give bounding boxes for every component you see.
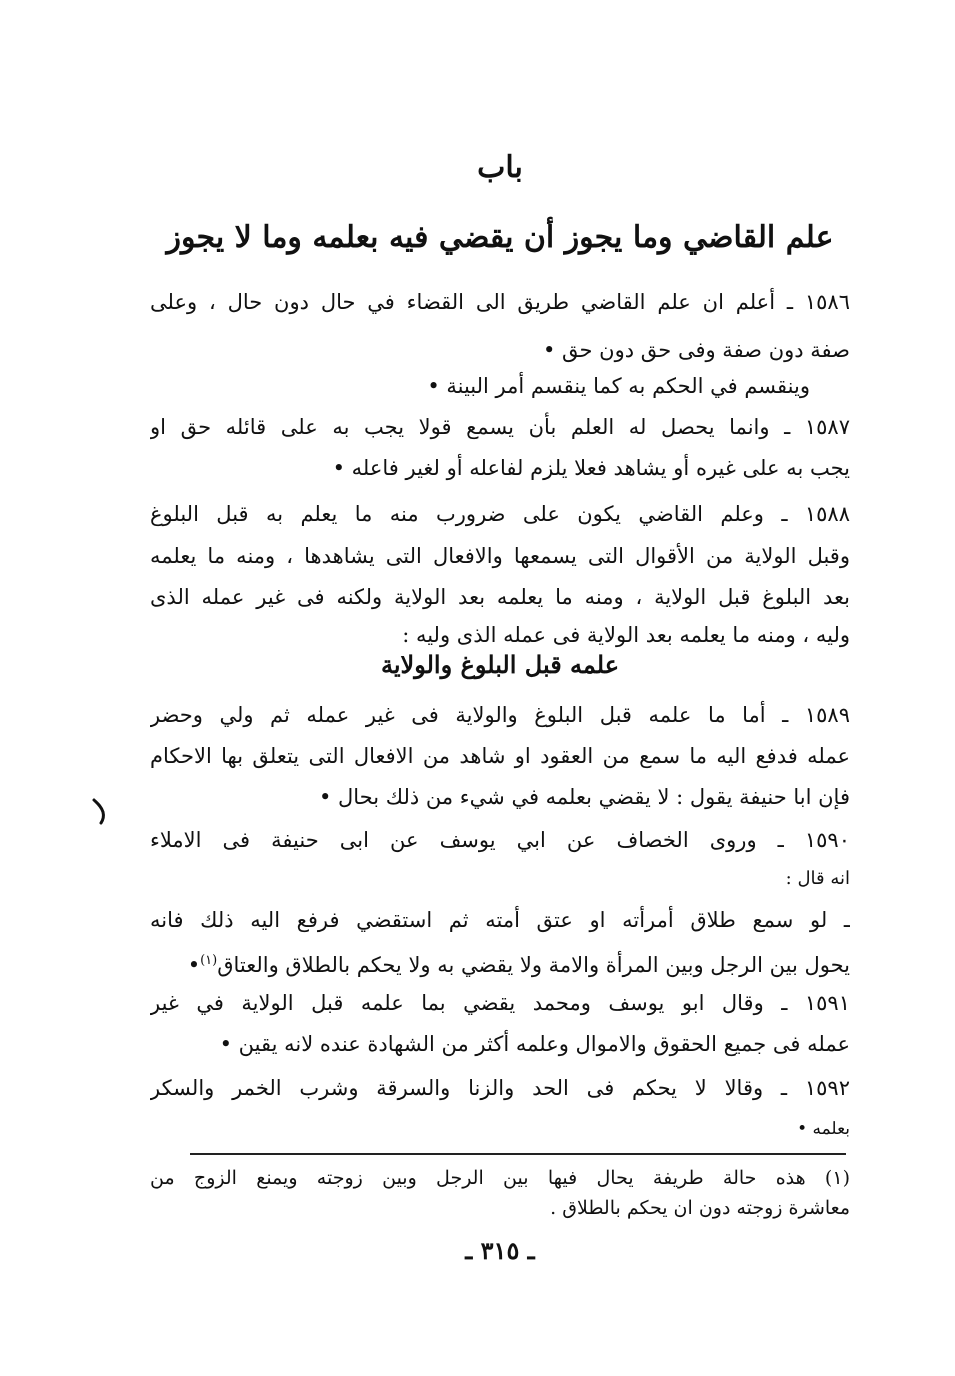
paragraph-1590-line-4-text: يحول بين الرجل وبين المرأة والامة ولا يقضي به ولا يحكم بالطلاق والعتاق — [217, 953, 850, 977]
paragraph-1586-line-2: صفة دون صفة وفى حق دون حق • — [542, 338, 850, 362]
paragraph-1586-line-3: وينقسم في الحكم به كما ينقسم أمر البينة • — [427, 374, 810, 398]
chapter-title: علم القاضي وما يجوز أن يقضي فيه بعلمه وما لا يجوز — [166, 220, 834, 255]
paragraph-1589-line-3: فإن ابا حنيفة يقول : لا يقضي بعلمه في شيء من ذلك بحال • — [318, 785, 850, 809]
paragraph-1589-line-2: عمله فدفع اليه ما سمع من العقود او شاهد من الافعال التى يتعلق بها الاحكام — [150, 744, 850, 768]
paragraph-1591-line-2: عمله فى جميع الحقوق والاموال وعلمه أكثر من الشهادة عنده لانه يقين • — [219, 1032, 850, 1056]
section-subheading: علمه قبل البلوغ والولاية — [380, 650, 620, 679]
paragraph-1590-line-2: انه قال : — [785, 868, 850, 889]
paragraph-1588-line-3: بعد البلوغ قبل الولاية ، ومنه ما يعلمه بعد الولاية ولكنه فى غير عمله الذى — [150, 585, 850, 609]
footnote-line-1: (١) هذه حالة طريفة يحال فيها بين الرجل وبين زوجته ويمنع الزوج من — [150, 1167, 850, 1189]
chapter-kicker: باب — [477, 150, 523, 185]
paragraph-1590-end-mark: • — [187, 953, 201, 977]
paragraph-1590-line-3: ـ لو سمع طلاق أمرأته او عتق أمته ثم استقضي فرفع اليه ذلك فانه — [150, 908, 850, 932]
paragraph-1587-line-1: ١٥٨٧ ـ وانما يحصل له العلم بأن يسمع قولا يجب به على قائله حق او — [150, 415, 850, 439]
footnote-line-2: معاشرة زوجته دون ان يحكم بالطلاق . — [550, 1197, 850, 1219]
paragraph-1590-line-4 — [150, 944, 850, 982]
paragraph-1588-line-1: ١٥٨٨ ـ وعلم القاضي يكون على ضرورب منه ما يعلم به قبل البلوغ — [150, 502, 850, 526]
paragraph-1592-line-2: بعلمه • — [797, 1119, 850, 1139]
paragraph-1592-line-1: ١٥٩٢ ـ وقالا لا يحكم فى الحد والزنا والسرقة وشرب الخمر والسكر — [150, 1076, 850, 1100]
margin-ink-mark — [92, 798, 106, 824]
page-number: ـ ٣١٥ ـ — [465, 1236, 535, 1265]
footnote-divider — [190, 1153, 846, 1155]
paragraph-1591-line-1: ١٥٩١ ـ وقال ابو يوسف ومحمد يقضي بما علمه قبل الولاية في غير — [150, 991, 850, 1015]
paragraph-1588-line-2: وقبل الولاية من الأقوال التى يسمعها والافعال التى يشاهدها ، ومنه ما يعلمه — [150, 544, 850, 568]
footnote-marker: (١) — [200, 953, 218, 968]
paragraph-1586-line-1: ١٥٨٦ ـ أعلم ان علم القاضي طريق الى القضاء في حال دون حال ، وعلى — [150, 290, 850, 314]
paragraph-1589-line-1: ١٥٨٩ ـ أما ما علمه قبل البلوغ والولاية فى غير عمله ثم ولي وحضر — [150, 703, 850, 727]
paragraph-1588-line-4: وليه ، ومنه ما يعلمه بعد الولاية فى عمله الذى وليه : — [402, 623, 850, 647]
paragraph-1590-line-1: ١٥٩٠ ـ وروى الخصاف عن ابي يوسف عن ابى حنيفة فى الاملاء — [150, 828, 850, 852]
paragraph-1587-line-2: يجب به على غيره أو يشاهد فعلا يلزم لفاعله أو لغير فاعله • — [332, 456, 850, 480]
